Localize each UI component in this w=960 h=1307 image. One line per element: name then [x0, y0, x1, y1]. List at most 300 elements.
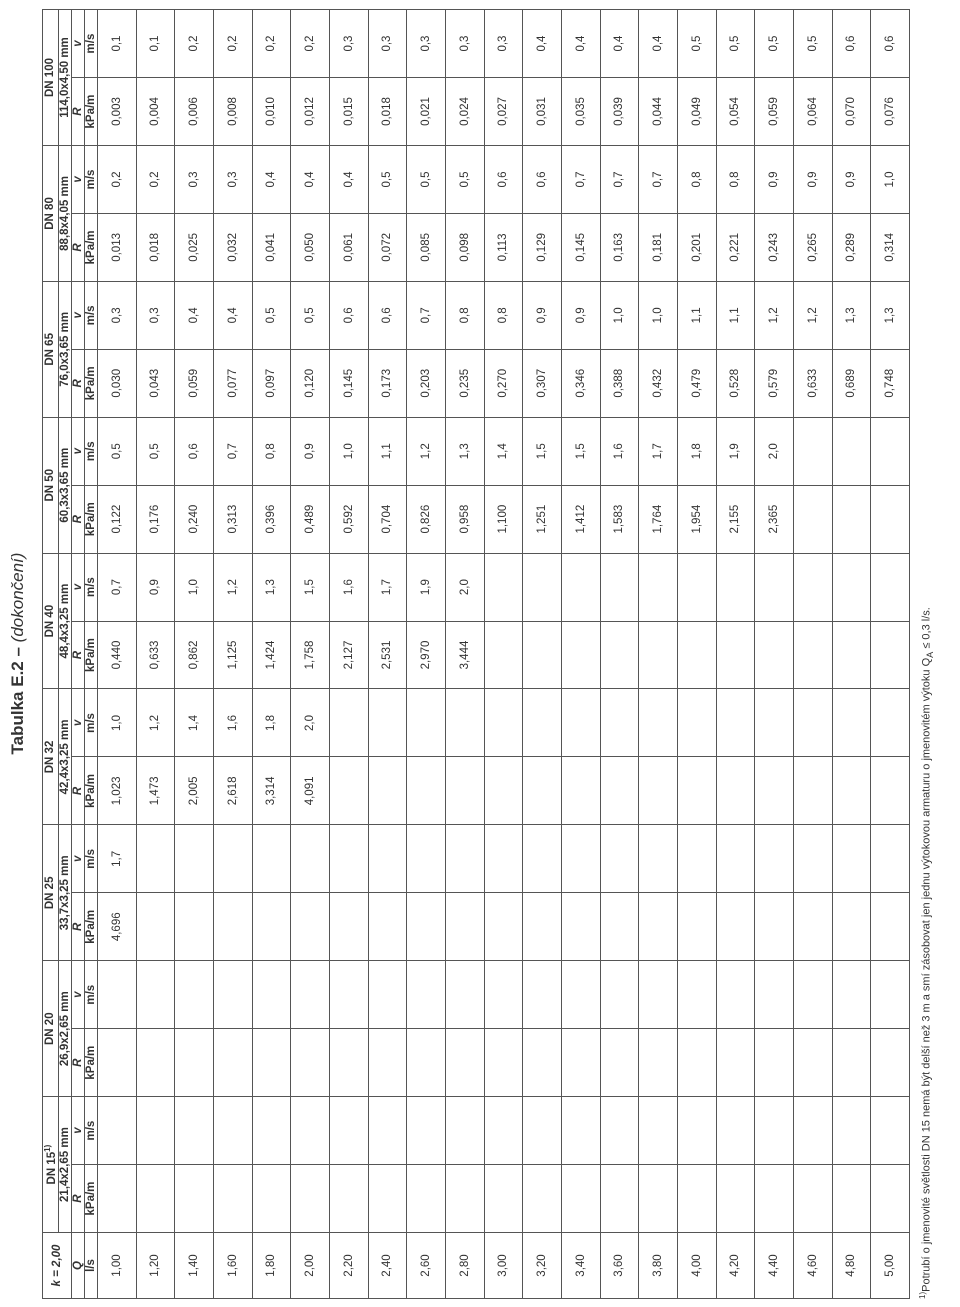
- r-value: 0,032: [213, 213, 252, 281]
- r-value: 0,010: [252, 78, 291, 146]
- v-value: [793, 825, 832, 893]
- dim-header: 21,4x2,65 mm: [58, 1097, 71, 1233]
- q-value: 1,80: [252, 1233, 291, 1299]
- r-value: [677, 1029, 716, 1097]
- r-value: 1,764: [639, 485, 678, 553]
- q-value: 2,60: [407, 1233, 446, 1299]
- v-value: [716, 825, 755, 893]
- r-value: 0,035: [561, 78, 600, 146]
- v-value: 0,8: [445, 281, 484, 349]
- q-unit: l/s: [84, 1233, 97, 1299]
- r-value: [252, 1165, 291, 1233]
- r-value: 0,704: [368, 485, 407, 553]
- dn-header: [43, 1097, 59, 1233]
- r-value: 0,958: [445, 485, 484, 553]
- table-row: [213, 10, 252, 1299]
- v-unit: m/s: [84, 689, 97, 757]
- v-label: v: [71, 961, 84, 1029]
- v-value: 0,6: [329, 281, 368, 349]
- r-value: 0,050: [291, 213, 330, 281]
- r-value: [523, 1165, 562, 1233]
- r-value: 0,176: [136, 485, 175, 553]
- r-value: [136, 893, 175, 961]
- v-value: 0,7: [407, 281, 446, 349]
- r-value: 0,006: [175, 78, 214, 146]
- dn-header: [43, 281, 59, 417]
- r-value: [716, 621, 755, 689]
- dim-header: 48,4x3,25 mm: [58, 553, 71, 689]
- v-value: 1,0: [639, 281, 678, 349]
- v-value: 0,8: [252, 417, 291, 485]
- table-row: [871, 10, 910, 1299]
- footnote: [918, 607, 935, 1299]
- r-value: [368, 1165, 407, 1233]
- v-value: 0,5: [97, 417, 136, 485]
- r-value: 0,203: [407, 349, 446, 417]
- v-value: [407, 689, 446, 757]
- r-value: 0,265: [793, 213, 832, 281]
- v-value: [175, 961, 214, 1029]
- data-table: [42, 9, 910, 1299]
- v-value: 0,4: [291, 146, 330, 214]
- table-row: [755, 10, 794, 1299]
- table-row: [329, 10, 368, 1299]
- r-value: [136, 1029, 175, 1097]
- r-value: [871, 1029, 910, 1097]
- r-value: [793, 485, 832, 553]
- r-value: 0,479: [677, 349, 716, 417]
- r-value: 0,145: [329, 349, 368, 417]
- r-value: 2,005: [175, 757, 214, 825]
- r-value: 0,003: [97, 78, 136, 146]
- r-value: 0,070: [832, 78, 871, 146]
- v-value: [716, 553, 755, 621]
- r-unit: kPa/m: [84, 893, 97, 961]
- r-value: 0,085: [407, 213, 446, 281]
- v-value: [871, 417, 910, 485]
- dn-header: [43, 689, 59, 825]
- r-unit: kPa/m: [84, 1029, 97, 1097]
- q-value: 1,40: [175, 1233, 214, 1299]
- r-value: 0,314: [871, 213, 910, 281]
- v-value: 0,2: [175, 10, 214, 78]
- v-value: 1,0: [175, 553, 214, 621]
- r-value: [523, 757, 562, 825]
- v-value: [368, 689, 407, 757]
- v-value: [716, 961, 755, 1029]
- v-value: [136, 961, 175, 1029]
- dn-header: [43, 417, 59, 553]
- dim-header: 88,8x4,05 mm: [58, 146, 71, 282]
- header-row-dn: [43, 10, 59, 1299]
- table-row: [716, 10, 755, 1299]
- r-value: [484, 757, 523, 825]
- table-row: [677, 10, 716, 1299]
- r-value: [755, 621, 794, 689]
- table-row: [561, 10, 600, 1299]
- v-value: 0,5: [716, 10, 755, 78]
- r-value: [639, 893, 678, 961]
- v-value: [213, 961, 252, 1029]
- r-value: 0,025: [175, 213, 214, 281]
- r-value: [252, 893, 291, 961]
- r-value: [445, 893, 484, 961]
- table-row: [832, 10, 871, 1299]
- r-value: [329, 757, 368, 825]
- table-row: [600, 10, 639, 1299]
- r-value: 0,862: [175, 621, 214, 689]
- table-row: [639, 10, 678, 1299]
- v-value: [832, 825, 871, 893]
- dn-name: DN 65: [44, 333, 57, 366]
- r-value: [523, 893, 562, 961]
- r-label: R: [71, 349, 84, 417]
- r-value: [445, 1165, 484, 1233]
- r-value: 0,041: [252, 213, 291, 281]
- v-value: 0,5: [445, 146, 484, 214]
- r-value: [755, 893, 794, 961]
- table-body: [97, 10, 909, 1299]
- v-value: 0,2: [291, 10, 330, 78]
- q-label: Q: [71, 1233, 84, 1299]
- r-value: 0,826: [407, 485, 446, 553]
- r-label: R: [71, 485, 84, 553]
- r-value: [175, 1165, 214, 1233]
- v-unit: m/s: [84, 1097, 97, 1165]
- v-value: 1,2: [407, 417, 446, 485]
- v-value: [639, 689, 678, 757]
- v-value: 1,3: [252, 553, 291, 621]
- v-value: 0,5: [136, 417, 175, 485]
- r-value: 1,023: [97, 757, 136, 825]
- r-value: 0,181: [639, 213, 678, 281]
- q-value: 1,00: [97, 1233, 136, 1299]
- r-value: [755, 1029, 794, 1097]
- dn-name: DN 20: [44, 1012, 57, 1045]
- r-value: [639, 621, 678, 689]
- dim-header: 76,0x3,65 mm: [58, 281, 71, 417]
- v-value: 0,9: [523, 281, 562, 349]
- q-value: 3,40: [561, 1233, 600, 1299]
- v-value: [445, 961, 484, 1029]
- v-value: [832, 961, 871, 1029]
- r-value: [793, 1165, 832, 1233]
- v-value: [600, 1097, 639, 1165]
- v-value: 0,8: [484, 281, 523, 349]
- r-value: [407, 1029, 446, 1097]
- v-value: 0,5: [793, 10, 832, 78]
- r-value: 0,013: [97, 213, 136, 281]
- r-value: 2,127: [329, 621, 368, 689]
- v-value: [368, 961, 407, 1029]
- r-value: 0,396: [252, 485, 291, 553]
- v-value: [523, 689, 562, 757]
- v-value: 1,1: [716, 281, 755, 349]
- v-value: 1,0: [871, 146, 910, 214]
- r-value: 0,064: [793, 78, 832, 146]
- r-value: 0,440: [97, 621, 136, 689]
- r-value: 0,579: [755, 349, 794, 417]
- r-value: [677, 1165, 716, 1233]
- title-italic: (dokončení): [8, 552, 27, 643]
- v-value: [755, 825, 794, 893]
- r-value: 0,432: [639, 349, 678, 417]
- r-value: 0,163: [600, 213, 639, 281]
- v-value: 0,4: [600, 10, 639, 78]
- dn-name: DN 80: [44, 197, 57, 230]
- r-value: 2,531: [368, 621, 407, 689]
- dn-header: [43, 553, 59, 689]
- r-value: [561, 757, 600, 825]
- r-value: [793, 1029, 832, 1097]
- table-row: [445, 10, 484, 1299]
- r-value: 0,122: [97, 485, 136, 553]
- header-row-dim: [58, 10, 71, 1299]
- v-value: 0,4: [175, 281, 214, 349]
- r-value: [600, 757, 639, 825]
- v-value: 0,7: [561, 146, 600, 214]
- table-row: [523, 10, 562, 1299]
- dn-header: [43, 146, 59, 282]
- v-value: 0,3: [97, 281, 136, 349]
- dn-name: DN 100: [44, 58, 57, 97]
- v-value: [755, 689, 794, 757]
- table-row: [175, 10, 214, 1299]
- r-value: 0,012: [291, 78, 330, 146]
- r-value: [561, 893, 600, 961]
- v-value: [252, 1097, 291, 1165]
- v-value: [484, 825, 523, 893]
- v-value: 0,3: [407, 10, 446, 78]
- r-value: 0,201: [677, 213, 716, 281]
- v-value: 0,9: [755, 146, 794, 214]
- q-value: 3,60: [600, 1233, 639, 1299]
- table-row: [252, 10, 291, 1299]
- v-value: [291, 961, 330, 1029]
- v-value: 0,7: [213, 417, 252, 485]
- r-value: 0,076: [871, 78, 910, 146]
- v-value: [445, 689, 484, 757]
- q-value: 4,20: [716, 1233, 755, 1299]
- v-value: [523, 553, 562, 621]
- v-value: 0,3: [445, 10, 484, 78]
- r-value: 0,388: [600, 349, 639, 417]
- v-value: [329, 689, 368, 757]
- v-value: 0,5: [252, 281, 291, 349]
- q-value: 4,00: [677, 1233, 716, 1299]
- v-value: 1,1: [368, 417, 407, 485]
- v-value: 0,4: [639, 10, 678, 78]
- r-value: 1,583: [600, 485, 639, 553]
- dn-header: [43, 10, 59, 146]
- footnote-end: ≤ 0,3 l/s.: [920, 607, 933, 652]
- v-value: 0,5: [368, 146, 407, 214]
- v-value: [252, 825, 291, 893]
- r-value: [871, 757, 910, 825]
- v-value: [97, 961, 136, 1029]
- v-value: 1,0: [97, 689, 136, 757]
- v-value: 0,4: [252, 146, 291, 214]
- table-row: [484, 10, 523, 1299]
- v-value: [407, 1097, 446, 1165]
- q-value: 1,60: [213, 1233, 252, 1299]
- table-row: [291, 10, 330, 1299]
- v-value: [368, 825, 407, 893]
- r-value: [677, 621, 716, 689]
- q-value: 2,80: [445, 1233, 484, 1299]
- v-value: 0,2: [136, 146, 175, 214]
- r-value: 0,039: [600, 78, 639, 146]
- v-value: 1,2: [793, 281, 832, 349]
- table-row: [368, 10, 407, 1299]
- v-value: [677, 1097, 716, 1165]
- v-value: 0,2: [252, 10, 291, 78]
- r-value: 0,240: [175, 485, 214, 553]
- r-value: [716, 1165, 755, 1233]
- r-value: 1,424: [252, 621, 291, 689]
- v-value: 1,0: [600, 281, 639, 349]
- q-value: 3,00: [484, 1233, 523, 1299]
- v-value: 0,1: [97, 10, 136, 78]
- v-value: [213, 825, 252, 893]
- r-value: [832, 893, 871, 961]
- r-value: [677, 893, 716, 961]
- r-unit: kPa/m: [84, 349, 97, 417]
- r-value: [368, 757, 407, 825]
- v-value: [484, 1097, 523, 1165]
- dim-header: 26,9x2,65 mm: [58, 961, 71, 1097]
- v-value: [832, 1097, 871, 1165]
- v-value: [600, 961, 639, 1029]
- r-value: 0,021: [407, 78, 446, 146]
- r-value: [832, 485, 871, 553]
- v-value: [291, 1097, 330, 1165]
- r-value: 0,015: [329, 78, 368, 146]
- footnote-mark: 1): [918, 1291, 927, 1299]
- v-value: 0,9: [136, 553, 175, 621]
- r-value: [97, 1029, 136, 1097]
- r-value: [755, 757, 794, 825]
- v-value: [832, 417, 871, 485]
- r-unit: kPa/m: [84, 1165, 97, 1233]
- r-value: [407, 1165, 446, 1233]
- r-value: [252, 1029, 291, 1097]
- table-row: [97, 10, 136, 1299]
- r-value: [484, 1165, 523, 1233]
- q-value: 4,80: [832, 1233, 871, 1299]
- dim-header: 60,3x3,65 mm: [58, 417, 71, 553]
- v-value: 1,3: [445, 417, 484, 485]
- r-value: 0,077: [213, 349, 252, 417]
- r-value: [639, 1029, 678, 1097]
- v-value: [793, 961, 832, 1029]
- v-value: [445, 1097, 484, 1165]
- q-value: 2,20: [329, 1233, 368, 1299]
- header-row-units: [84, 10, 97, 1299]
- v-value: 0,6: [175, 417, 214, 485]
- v-value: [136, 1097, 175, 1165]
- v-value: 0,5: [677, 10, 716, 78]
- v-value: 1,2: [755, 281, 794, 349]
- v-value: 0,6: [484, 146, 523, 214]
- v-value: 0,7: [97, 553, 136, 621]
- v-unit: m/s: [84, 961, 97, 1029]
- r-value: 0,061: [329, 213, 368, 281]
- r-value: [175, 893, 214, 961]
- v-value: 0,4: [213, 281, 252, 349]
- v-value: [561, 961, 600, 1029]
- v-value: 0,5: [291, 281, 330, 349]
- r-value: [793, 621, 832, 689]
- r-value: 0,489: [291, 485, 330, 553]
- dn-name: DN 15: [45, 1151, 58, 1185]
- r-value: 0,528: [716, 349, 755, 417]
- v-value: 0,8: [716, 146, 755, 214]
- v-label: v: [71, 417, 84, 485]
- v-value: 1,3: [871, 281, 910, 349]
- v-value: 1,1: [677, 281, 716, 349]
- table-title: [8, 0, 28, 1307]
- v-value: [252, 961, 291, 1029]
- v-value: [484, 689, 523, 757]
- r-value: 4,091: [291, 757, 330, 825]
- r-value: [716, 893, 755, 961]
- v-value: [600, 553, 639, 621]
- v-value: [407, 961, 446, 1029]
- v-value: [523, 961, 562, 1029]
- v-value: [561, 689, 600, 757]
- r-value: [213, 1029, 252, 1097]
- v-value: [561, 825, 600, 893]
- r-value: [871, 621, 910, 689]
- r-value: 0,748: [871, 349, 910, 417]
- v-value: 1,9: [407, 553, 446, 621]
- r-label: R: [71, 757, 84, 825]
- r-value: [445, 757, 484, 825]
- v-value: [716, 689, 755, 757]
- v-value: 0,2: [97, 146, 136, 214]
- v-value: [523, 825, 562, 893]
- v-value: [677, 553, 716, 621]
- r-value: [97, 1165, 136, 1233]
- v-label: v: [71, 1097, 84, 1165]
- v-value: [484, 961, 523, 1029]
- r-value: 4,696: [97, 893, 136, 961]
- r-value: [523, 1029, 562, 1097]
- dn-footnote-mark: 1): [43, 1144, 52, 1152]
- q-value: 5,00: [871, 1233, 910, 1299]
- r-value: 1,758: [291, 621, 330, 689]
- v-unit: m/s: [84, 281, 97, 349]
- v-value: 0,5: [755, 10, 794, 78]
- title-text: Tabulka E.2 –: [8, 647, 27, 755]
- v-value: [871, 689, 910, 757]
- r-value: 3,444: [445, 621, 484, 689]
- r-label: R: [71, 78, 84, 146]
- v-value: 0,3: [484, 10, 523, 78]
- r-label: R: [71, 1029, 84, 1097]
- r-value: 0,027: [484, 78, 523, 146]
- r-label: R: [71, 1165, 84, 1233]
- v-value: [329, 1097, 368, 1165]
- v-value: [871, 553, 910, 621]
- v-value: [716, 1097, 755, 1165]
- v-value: 1,5: [291, 553, 330, 621]
- r-value: [600, 893, 639, 961]
- r-value: [136, 1165, 175, 1233]
- v-value: [793, 1097, 832, 1165]
- r-value: 0,243: [755, 213, 794, 281]
